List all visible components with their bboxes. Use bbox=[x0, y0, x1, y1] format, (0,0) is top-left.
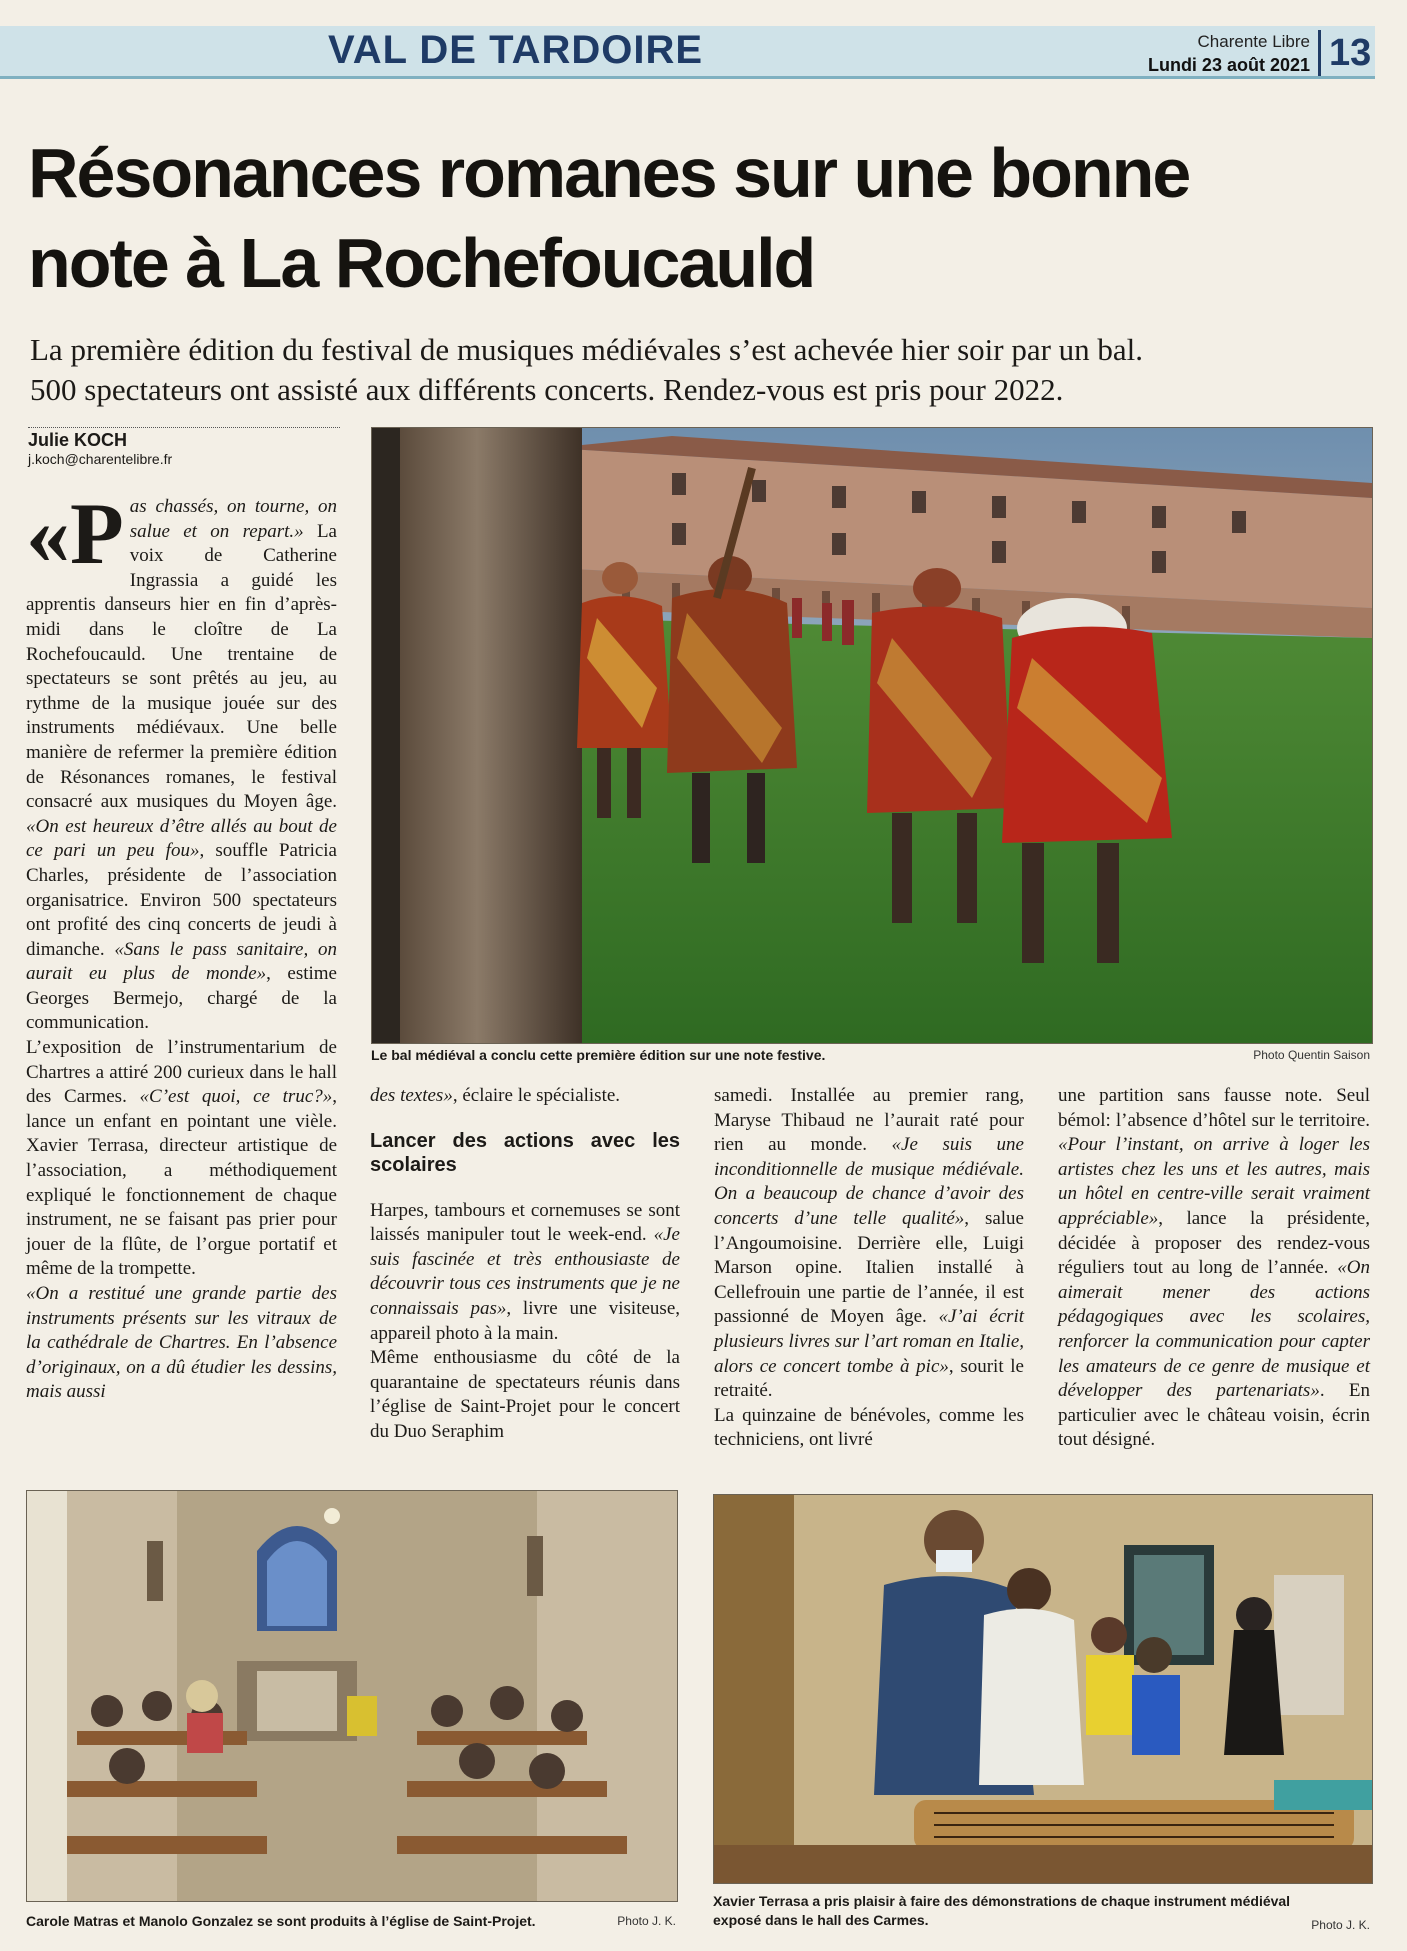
cloister-dance-illustration bbox=[372, 428, 1372, 1043]
church-concert-illustration bbox=[27, 1491, 677, 1901]
section-title: VAL DE TARDOIRE bbox=[328, 28, 704, 72]
hall-photo-credit: Photo J. K. bbox=[1311, 1918, 1370, 1932]
article-column-2 bbox=[370, 1084, 680, 1445]
main-photo-credit: Photo Quentin Saison bbox=[1253, 1048, 1370, 1062]
main-photo-caption: Le bal médiéval a conclu cette première édition sur une note festive. bbox=[371, 1047, 826, 1063]
paragraph: La quinzaine de bénévoles, comme les techniciens, ont livré bbox=[714, 1404, 1024, 1451]
headline-line-2: note à La Rochefoucauld bbox=[28, 224, 815, 302]
paragraph: samedi. Installée au premier rang, Maryse Thibaud ne l’aurait raté pour rien au monde. «Je suis une inconditionnelle de musique médiévale. On a beaucoup de chance d’avoir des concerts d’une telle qualité», salue l’Angoumoisine. Derrière elle, Luigi Marson opine. Italien installé à Cellefrouin une partie de l’année, il est passionné de Moyen âge. «J’ai écrit plusieurs livres sur l’art roman en Italie, alors ce concert tombe à pic», sourit le retraité. bbox=[714, 1085, 1025, 1402]
paragraph: «Pas chassés, on tourne, on salue et on repart.» La voix de Catherine Ingrassia a guidé les apprentis danseurs hier en fin d’après-midi dans le cloître de La Rochefoucauld. Une trentaine de spectateurs se sont prêtés au jeu, au rythme de la musique jouée sur des instruments médiévaux. Une belle manière de refermer la première édition de Résonances romanes, le festival consacré aux musiques du Moyen âge. «On est heureux d’être allés au bout de ce pari un peu fou», souffle Patricia Charles, présidente de l’association organisatrice. Environ 500 spectateurs ont profité des cinq concerts de jeudi à dimanche. «Sans le pass sanitaire, on aurait eu plus de monde», estime Georges Bermejo, chargé de la communication. bbox=[26, 486, 337, 1034]
author-name: Julie KOCH bbox=[28, 430, 128, 450]
subheading: Lancer des actions avec les scolaires bbox=[370, 1129, 680, 1176]
newspaper-name: Charente Libre bbox=[1197, 32, 1310, 51]
standfirst-line-2: 500 spectateurs ont assisté aux différents concerts. Rendez-vous est pris pour 2022. bbox=[30, 372, 1064, 407]
headline bbox=[28, 128, 1388, 308]
church-photo-caption: Carole Matras et Manolo Gonzalez se sont produits à l’église de Saint-Projet. bbox=[26, 1913, 536, 1929]
page-number: 13 bbox=[1318, 30, 1389, 76]
photo-instrument-demo bbox=[713, 1494, 1373, 1884]
author-email: j.koch@charentelibre.fr bbox=[28, 451, 173, 467]
photo-medieval-ball bbox=[371, 427, 1373, 1044]
standfirst-line-1: La première édition du festival de musiques médiévales s’est achevée hier soir par un bal. bbox=[30, 332, 1144, 367]
photo-church-concert bbox=[26, 1490, 678, 1902]
byline bbox=[28, 427, 340, 467]
hall-photo-caption: Xavier Terrasa a pris plaisir à faire des démonstrations de chaque instrument médiéval exposé dans le hall des Carmes. bbox=[713, 1893, 1291, 1928]
article-column-1 bbox=[26, 486, 337, 1405]
paragraph: L’exposition de l’instrumentarium de Chartres a attiré 200 curieux dans le hall des Carmes. «C’est quoi, ce truc?», lance un enfant en pointant une vièle. Xavier Terrasa, directeur artistique de l’association, a méthodiquement expliqué le fonctionnement de chaque instrument, ne se faisant pas prier pour jouer de la flûte, de l’orgue portatif et même de la trompette. bbox=[26, 1037, 337, 1280]
standfirst bbox=[30, 330, 1380, 410]
article-column-4 bbox=[1058, 1084, 1370, 1453]
paragraph: des textes», éclaire le spécialiste. bbox=[370, 1085, 621, 1106]
paragraph: «On a restitué une grande partie des instruments présents sur les vitraux de la cathédrale de Chartres. En l’absence d’originaux, on a dû étudier les dessins, mais aussi bbox=[26, 1283, 337, 1403]
publication-date: Lundi 23 août 2021 bbox=[1147, 55, 1310, 75]
paragraph: une partition sans fausse note. Seul bémol: l’absence d’hôtel sur le territoire. «Pour l’instant, on arrive à loger les artistes chez les uns et les autres, mais un hôtel en centre-ville serait vraiment appréciable», lance la présidente, décidée à proposer des rendez-vous réguliers tout au long de l’année. «On aimerait mener des actions pédagogiques avec les scolaires, renforcer la communication pour capter les amateurs de ce genre de musique et développer des partenariats». En particulier avec le château voisin, écrin tout désigné. bbox=[1058, 1085, 1371, 1451]
instrument-demo-illustration bbox=[714, 1495, 1372, 1883]
church-photo-credit: Photo J. K. bbox=[617, 1914, 676, 1928]
drop-cap: «P bbox=[26, 486, 124, 583]
paragraph: Harpes, tambours et cornemuses se sont laissés manipuler tout le week-end. «Je suis fascinée et très enthousiaste de découvrir tous ces instruments que je ne connaissais pas», livre une visiteuse, appareil photo à la main. bbox=[370, 1199, 680, 1344]
paragraph: Même enthousiasme du côté de la quarantaine de spectateurs réunis dans l’église de Saint-Projet pour le concert du Duo Seraphim bbox=[370, 1347, 680, 1442]
headline-line-1: Résonances romanes sur une bonne bbox=[28, 134, 1190, 212]
article-column-3 bbox=[714, 1084, 1024, 1453]
